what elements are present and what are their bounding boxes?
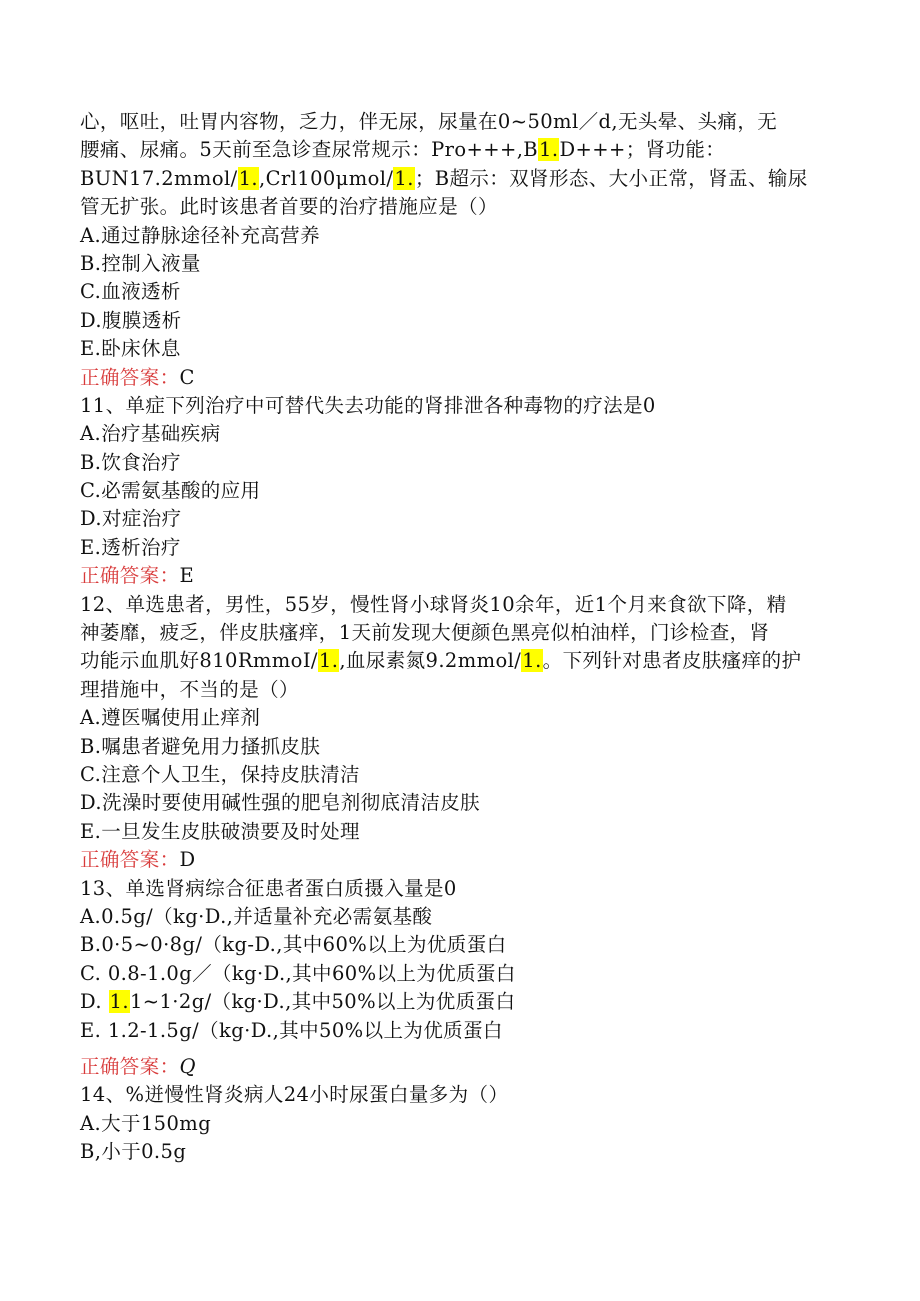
q10-option-c: C.血液透析: [80, 280, 181, 304]
q11-stem: 11、单症下列治疗中可替代失去功能的肾排泄各种毒物的疗法是0: [80, 393, 656, 417]
q12-stem-line-2: 神萎靡，疲乏，伴皮肤瘙痒，1天前发现大便颜色黑亮似柏油样，门诊检查，肾: [80, 621, 770, 645]
q13-answer: 正确答案：Q: [80, 1054, 196, 1078]
q10-option-a: A.通过静脉途径补充高营养: [80, 223, 320, 247]
q14-stem: 14、%迸慢性肾炎病人24小时尿蛋白量多为（）: [80, 1083, 509, 1107]
document-page: [80, 108, 840, 1166]
q13-option-e: E. 1.2-1.5g/（kg·D.,其中50%以上为优质蛋白: [80, 1018, 503, 1042]
highlight-mark: 1.: [539, 138, 559, 162]
q13-stem: 13、单选肾病综合征患者蛋白质摄入量是0: [80, 876, 457, 900]
q14-option-b: B,小于0.5g: [80, 1140, 187, 1164]
q11-option-c: C.必需氨基酸的应用: [80, 479, 261, 503]
q11-option-a: A.治疗基础疾病: [80, 422, 221, 446]
q10-stem-line-3: BUN17.2mmol/1.,Crl100μmol/1.；B超示：双肾形态、大小正常，肾盂、输尿: [80, 166, 808, 190]
q10-stem-line-2: 腰痛、尿痛。5天前至急诊查尿常规示：Pro+++,B1.D+++；肾功能：: [80, 138, 726, 162]
q12-option-d: D.洗澡时要使用碱性强的肥皂剂彻底清洁皮肤: [80, 791, 481, 815]
highlight-mark: 1.: [109, 990, 129, 1014]
q10-option-b: B.控制入液量: [80, 251, 201, 275]
q10-stem-line-1: 心，呕吐，吐胃内容物，乏力，伴无尿，尿量在0~50ml／d,无头晕、头痛，无: [80, 110, 778, 133]
q13-option-a: A.0.5g/（kg·D.,并适量补充必需氨基酸: [80, 904, 433, 928]
q11-option-b: B.饮食治疗: [80, 450, 181, 474]
highlight-mark: 1.: [318, 649, 339, 673]
highlight-mark: 1.: [522, 649, 542, 673]
q14-option-a: A.大于150mg: [80, 1111, 212, 1135]
highlight-mark: 1.: [238, 166, 258, 190]
q13-option-c: C. 0.8-1.0g／（kg·D.,其中60%以上为优质蛋白: [80, 961, 516, 985]
q12-option-a: A.遵医嘱使用止痒剂: [80, 706, 261, 730]
q10-option-e: E.卧床休息: [80, 337, 181, 361]
q11-answer: 正确答案：E: [80, 564, 195, 588]
q10-answer: 正确答案：C: [80, 365, 195, 389]
highlight-mark: 1.: [394, 166, 414, 190]
q10-option-d: D.腹膜透析: [80, 308, 182, 332]
q13-option-b: B.0·5~0·8g/（kg-D.,其中60%以上为优质蛋白: [80, 933, 507, 957]
q12-stem-line-3: 功能示血肌好810RmmoI/1.,血尿素氮9.2mmol/1.。下列针对患者皮肤瘙痒的护: [80, 649, 802, 673]
q13-option-d: D. 1.1~1·2g/（kg·D.,其中50%以上为优质蛋白: [80, 990, 516, 1014]
q12-stem-line-4: 理措施中，不当的是（）: [80, 677, 299, 701]
q12-answer: 正确答案：D: [80, 848, 196, 872]
q10-stem-line-4: 管无扩张。此时该患者首要的治疗措施应是（）: [80, 195, 498, 219]
q11-option-d: D.对症治疗: [80, 507, 182, 531]
spacer: [80, 1045, 840, 1053]
q12-stem-line-1: 12、单选患者，男性，55岁，慢性肾小球肾炎10余年，近1个月来食欲下降，精: [80, 592, 787, 616]
q12-option-e: E.一旦发生皮肤破溃要及时处理: [80, 819, 360, 843]
q12-option-c: C.注意个人卫生，保持皮肤清洁: [80, 762, 360, 786]
q11-option-e: E.透析治疗: [80, 535, 181, 559]
q12-option-b: B.嘱患者避免用力搔抓皮肤: [80, 734, 321, 758]
